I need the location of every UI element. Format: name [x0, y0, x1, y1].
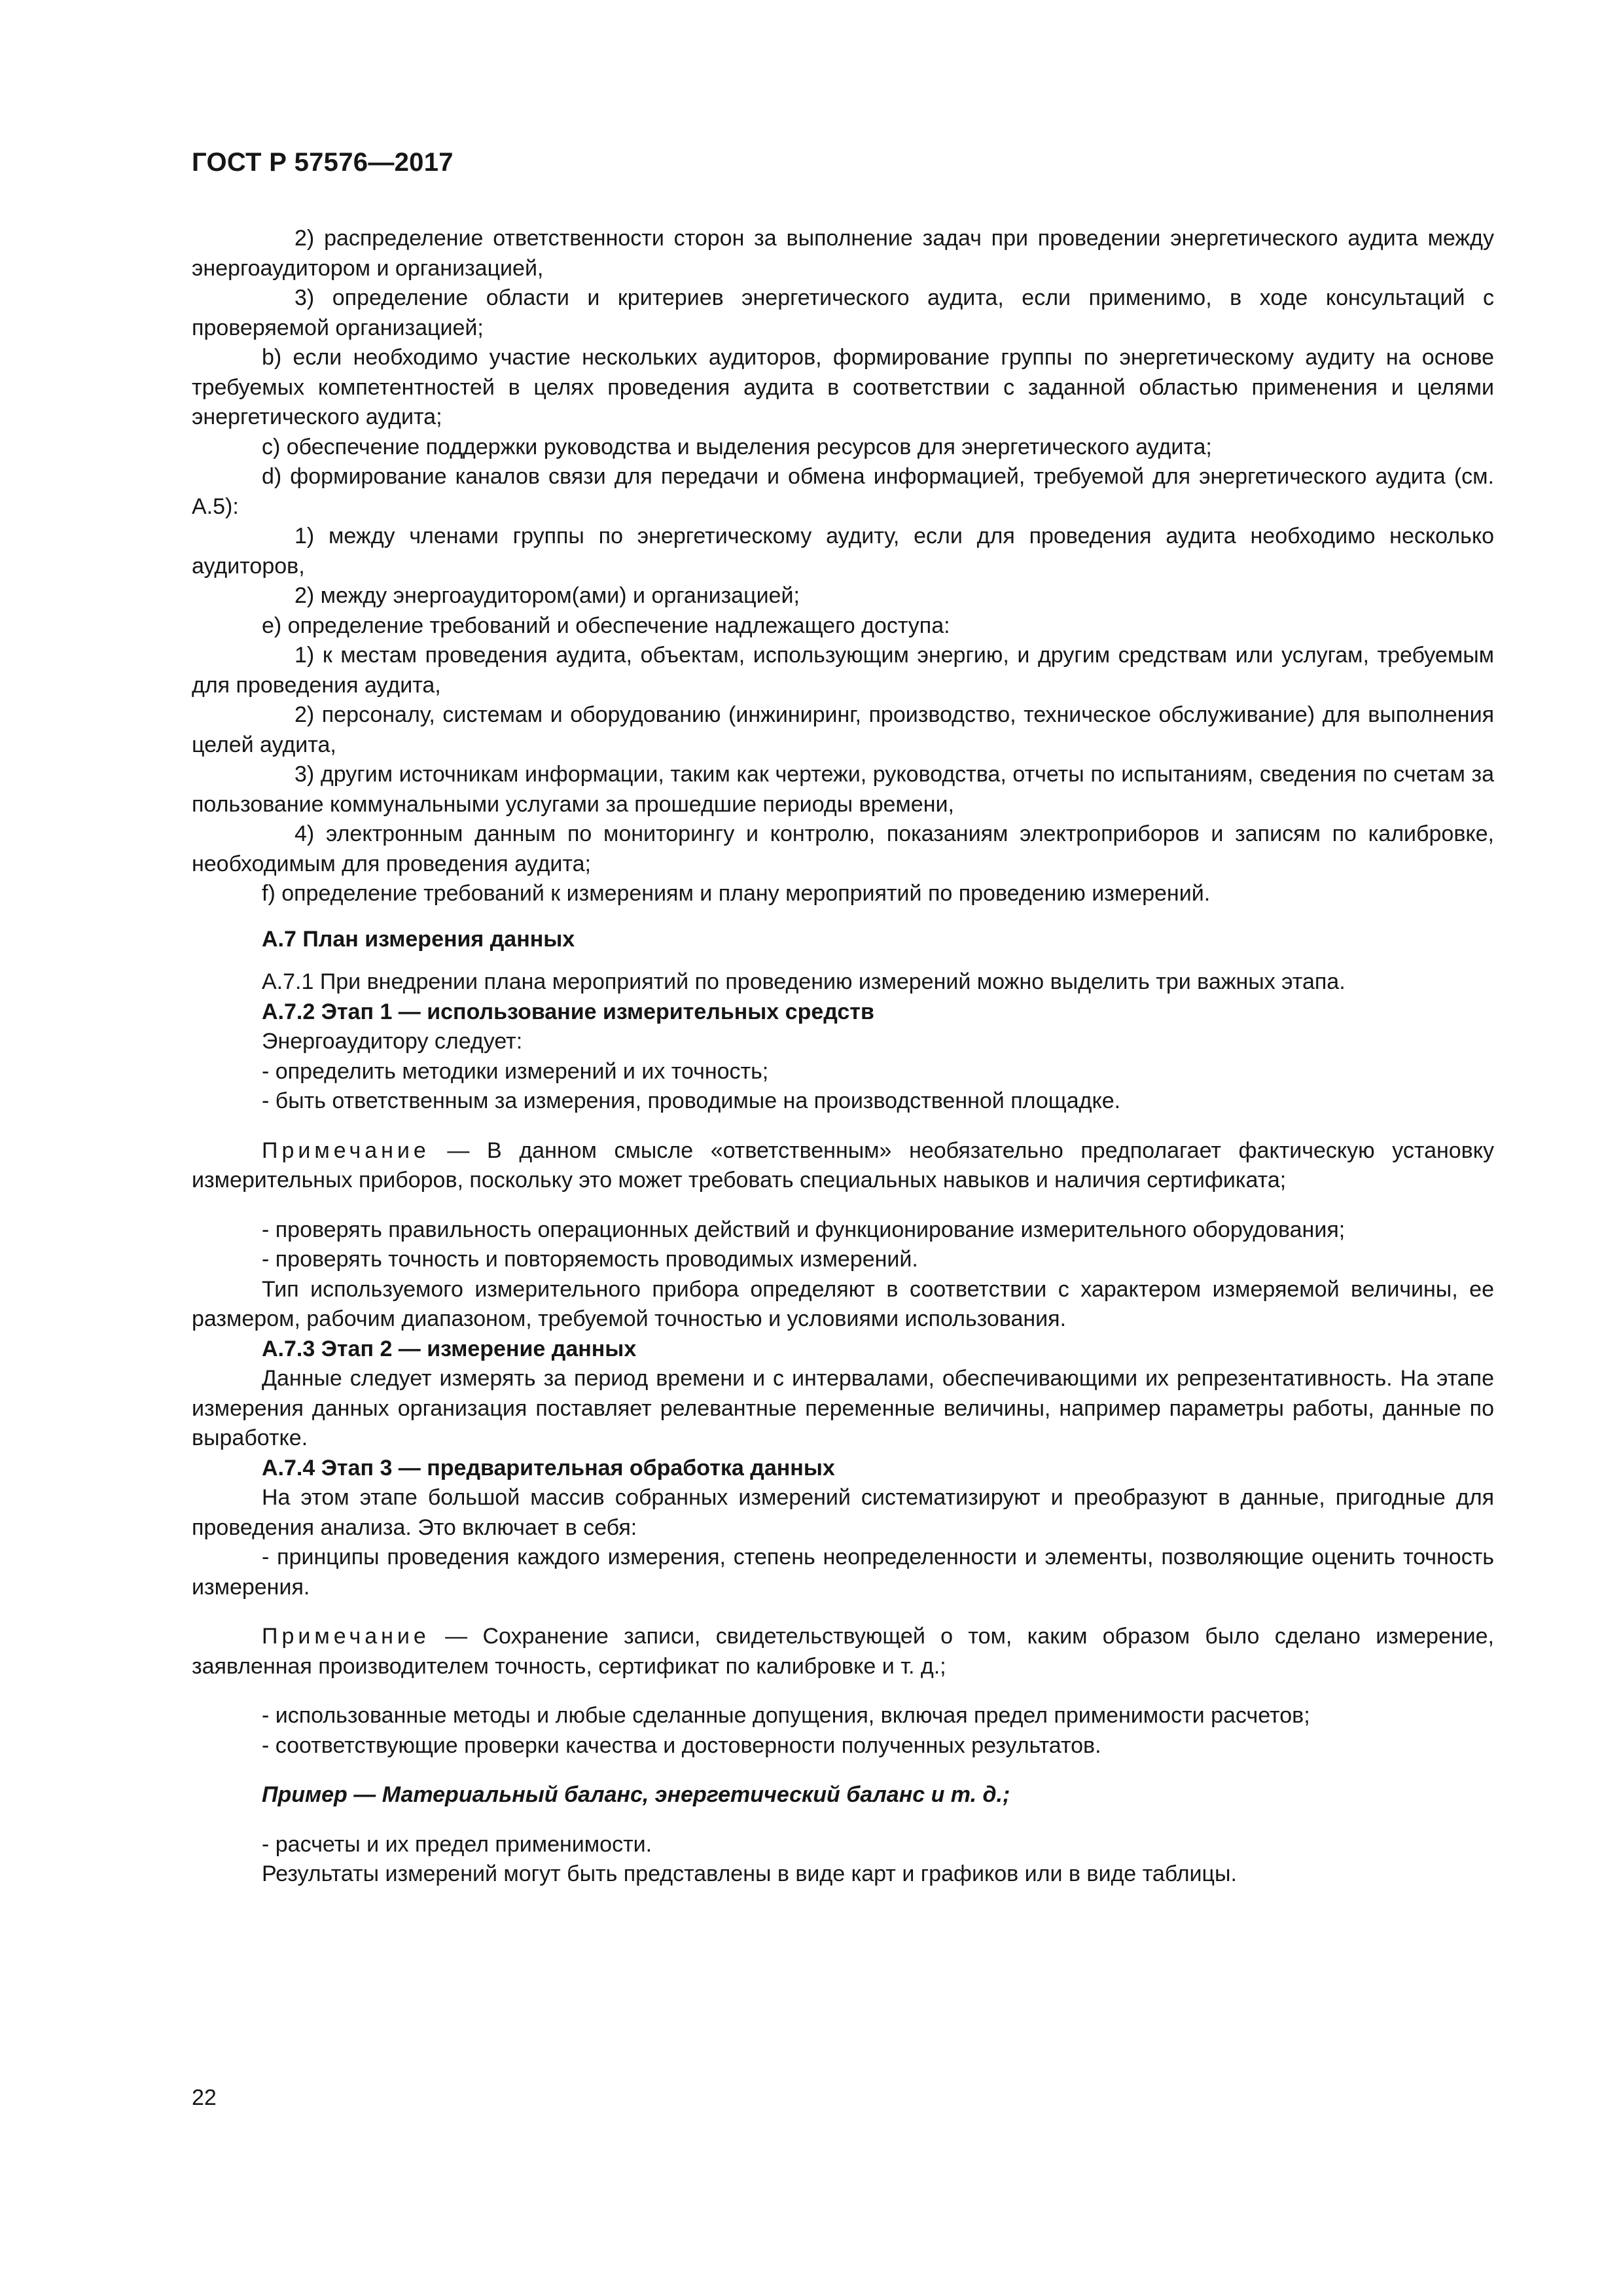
paragraph: f) определение требований к измерениям и плану мероприятий по проведению измерений. [262, 881, 1211, 906]
list-item: - соответствующие проверки качества и достоверности полученных результатов. [262, 1732, 1101, 1758]
note-text: — В данном смысле «ответственным» необязательно предполагает фактическую установку измерительных приборов, поскольку это может требовать специальных навыков и наличия сертификата; [192, 1138, 1494, 1193]
paragraph: e) определение требований и обеспечение надлежащего доступа: [262, 613, 950, 638]
paragraph: Тип используемого измерительного прибора определяют в соответствии с характером измеряемой величины, ее размером, рабочим диапазоном, требуемой точностью и условиями использования. [192, 1276, 1494, 1331]
paragraph: Энергоаудитору следует: [262, 1029, 523, 1054]
note [192, 1622, 1494, 1681]
document-body [192, 224, 1494, 1890]
note [192, 1136, 1494, 1196]
paragraph: 2) персоналу, системам и оборудованию (инжиниринг, производство, техническое обслуживание) для выполнения целей аудита, [192, 702, 1494, 757]
list-item: - проверять правильность операционных действий и функционирование измерительного оборудования; [262, 1217, 1346, 1242]
note-label: Примечание [262, 1624, 430, 1649]
paragraph: 2) между энергоаудитором(ами) и организацией; [294, 583, 800, 608]
document-header: ГОСТ Р 57576—2017 [192, 148, 454, 177]
section-heading-a72: А.7.2 Этап 1 — использование измерительных средств [262, 999, 874, 1024]
example: Пример — Материальный баланс, энергетический баланс и т. д.; [262, 1782, 1010, 1807]
paragraph: 1) к местам проведения аудита, объектам, использующим энергию, и другим средствам или услугам, требуемым для проведения аудита, [192, 643, 1494, 698]
note-text: — Сохранение записи, свидетельствующей о том, каким образом было сделано измерение, заявленная производителем точность, сертификат по калибровке и т. д.; [192, 1624, 1494, 1679]
list-item: - быть ответственным за измерения, проводимые на производственной площадке. [262, 1088, 1121, 1113]
paragraph: c) обеспечение поддержки руководства и выделения ресурсов для энергетического аудита; [262, 434, 1212, 459]
list-item: - определить методики измерений и их точность; [262, 1058, 769, 1084]
paragraph: На этом этапе большой массив собранных измерений систематизируют и преобразуют в данные, пригодные для проведения анализа. Это включает в себя: [192, 1485, 1494, 1540]
section-heading-a7: А.7 План измерения данных [262, 926, 575, 952]
paragraph: А.7.1 При внедрении плана мероприятий по проведению измерений можно выделить три важных этапа. [262, 969, 1346, 994]
paragraph: 4) электронным данным по мониторингу и контролю, показаниям электроприборов и записям по калибровке, необходимым для проведения аудита; [192, 821, 1494, 876]
paragraph: Результаты измерений могут быть представлены в виде карт и графиков или в виде таблицы. [262, 1861, 1237, 1886]
list-item: - проверять точность и повторяемость проводимых измерений. [262, 1247, 918, 1272]
section-heading-a74: А.7.4 Этап 3 — предварительная обработка данных [262, 1455, 835, 1480]
paragraph: 1) между членами группы по энергетическому аудиту, если для проведения аудита необходимо несколько аудиторов, [192, 524, 1494, 579]
paragraph: b) если необходимо участие нескольких аудиторов, формирование группы по энергетическому аудиту на основе требуемых компетентностей в целях проведения аудита в соответствии с заданной областью применения и целями энергетического аудита; [192, 345, 1494, 429]
paragraph: Данные следует измерять за период времени и с интервалами, обеспечивающими их репрезентативность. На этапе измерения данных организация поставляет релевантные переменные величины, например параметры работы, данные по выработке. [192, 1366, 1494, 1450]
list-item: - использованные методы и любые сделанные допущения, включая предел применимости расчетов; [262, 1703, 1310, 1728]
paragraph: 3) определение области и критериев энергетического аудита, если применимо, в ходе консультаций с проверяемой организацией; [192, 285, 1494, 340]
paragraph: d) формирование каналов связи для передачи и обмена информацией, требуемой для энергетического аудита (см. А.5): [192, 464, 1494, 519]
paragraph: 2) распределение ответственности сторон за выполнение задач при проведении энергетического аудита между энергоаудитором и организацией, [192, 226, 1494, 281]
page-number: 22 [192, 2085, 217, 2110]
note-label: Примечание [262, 1138, 430, 1163]
list-item: - принципы проведения каждого измерения, степень неопределенности и элементы, позволяющие оценить точность измерения. [192, 1545, 1494, 1600]
paragraph: 3) другим источникам информации, таким как чертежи, руководства, отчеты по испытаниям, сведения по счетам за пользование коммунальными услугами за прошедшие периоды времени, [192, 762, 1494, 817]
list-item: - расчеты и их предел применимости. [262, 1831, 652, 1857]
section-heading-a73: А.7.3 Этап 2 — измерение данных [262, 1336, 637, 1361]
